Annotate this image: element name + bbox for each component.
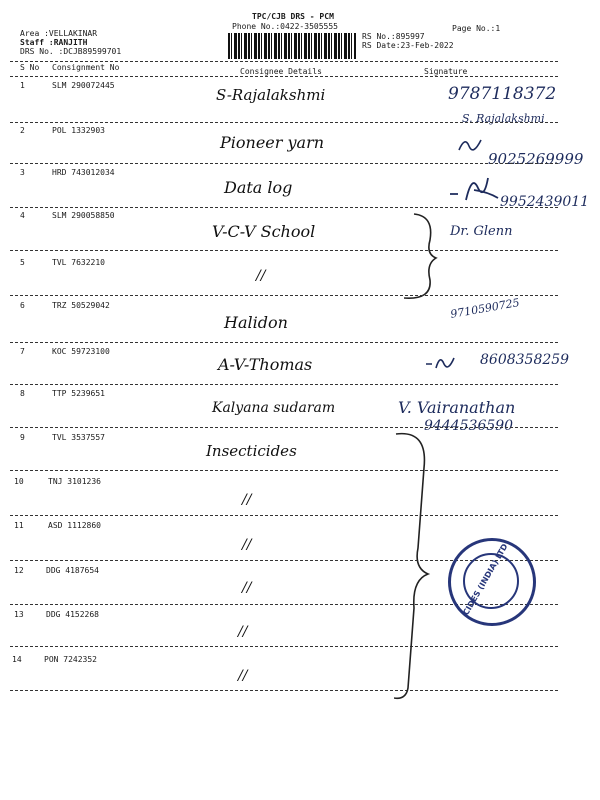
row-10-consignee: // <box>242 492 252 508</box>
rows-4-5-bracket <box>404 210 444 306</box>
row-4-sno: 4 <box>20 211 25 220</box>
barcode <box>228 33 356 59</box>
row-2-consignee: Pioneer yarn <box>220 133 325 152</box>
row-6-consignment: TRZ 50529042 <box>52 301 110 310</box>
row-3-sno: 3 <box>20 168 25 177</box>
row-2-signature-scribble <box>455 134 485 156</box>
row-divider <box>10 470 558 471</box>
drs-number: DRS No. :DCJB89599701 <box>20 47 122 56</box>
row-11-consignment: ASD 1112860 <box>48 521 101 530</box>
row-3-signature-phone: 9952439011 <box>500 194 590 210</box>
page-number: Page No.:1 <box>452 24 501 33</box>
row-6-signature-phone: 9710590725 <box>449 296 521 321</box>
rs-date: RS Date:23-Feb-2022 <box>362 41 454 50</box>
row-divider <box>10 690 558 691</box>
row-4-consignee: V-C-V School <box>212 222 316 241</box>
row-8-signature-phone: 9444536590 <box>424 418 514 434</box>
phone-number: Phone No.:0422-3505555 <box>232 22 338 31</box>
row-1-signature-name: S. Rajalakshmi <box>462 112 545 125</box>
row-4-signature-name: Dr. Glenn <box>450 224 513 239</box>
company-stamp <box>448 538 536 626</box>
row-7-sno: 7 <box>20 347 25 356</box>
row-9-sno: 9 <box>20 433 25 442</box>
row-divider <box>10 646 558 647</box>
document-title: TPC/CJB DRS - PCM <box>252 12 334 21</box>
row-13-sno: 13 <box>14 610 24 619</box>
row-14-consignee: // <box>238 668 248 684</box>
row-14-sno: 14 <box>12 655 22 664</box>
row-divider <box>10 515 558 516</box>
row-12-consignee: // <box>242 580 252 596</box>
row-11-consignee: // <box>242 537 252 553</box>
column-divider <box>10 76 558 77</box>
area-label: Area :VELLAKINAR <box>20 29 98 38</box>
row-3-signature-scribble <box>448 170 500 210</box>
row-13-consignment: DDG 4152268 <box>46 610 99 619</box>
row-6-consignee: Halidon <box>224 313 288 332</box>
row-10-consignment: TNJ 3101236 <box>48 477 101 486</box>
row-1-sno: 1 <box>20 81 25 90</box>
row-2-sno: 2 <box>20 126 25 135</box>
row-7-signature-phone: 8608358259 <box>480 352 570 368</box>
row-13-consignee: // <box>238 624 248 640</box>
staff-label: Staff :RANJITH <box>20 38 88 47</box>
row-8-sno: 8 <box>20 389 25 398</box>
row-1-signature-phone: 9787118372 <box>448 84 557 104</box>
row-7-consignee: A-V-Thomas <box>218 355 313 374</box>
row-7-signature-scribble <box>424 352 460 374</box>
row-7-consignment: KOC 59723100 <box>52 347 110 356</box>
row-12-consignment: DDG 4187654 <box>46 566 99 575</box>
column-header-signature: Signature <box>424 67 468 76</box>
row-divider <box>10 122 558 123</box>
row-5-consignment: TVL 7632210 <box>52 258 105 267</box>
row-12-sno: 12 <box>14 566 24 575</box>
row-divider <box>10 295 558 296</box>
row-6-sno: 6 <box>20 301 25 310</box>
row-8-signature-name: V. Vairanathan <box>398 398 516 417</box>
row-3-consignment: HRD 743012034 <box>52 168 115 177</box>
row-divider <box>10 342 558 343</box>
stamp-text: CIDES (INDIA) LTD <box>461 542 510 617</box>
row-5-sno: 5 <box>20 258 25 267</box>
row-9-consignment: TVL 3537557 <box>52 433 105 442</box>
column-header-consignee: Consignee Details <box>240 67 322 76</box>
row-divider <box>10 207 558 208</box>
row-1-consignment: SLM 290072445 <box>52 81 115 90</box>
row-4-consignment: SLM 290058850 <box>52 211 115 220</box>
row-2-signature-phone: 9025269999 <box>488 150 584 168</box>
row-divider <box>10 163 558 164</box>
row-3-consignee: Data log <box>224 178 293 197</box>
column-header-sno: S No <box>20 63 40 72</box>
row-9-consignee: Insecticides <box>206 442 297 460</box>
row-10-sno: 10 <box>14 477 24 486</box>
row-2-consignment: POL 1332903 <box>52 126 105 135</box>
row-8-consignee: Kalyana sudaram <box>212 400 336 416</box>
rs-number: RS No.:895997 <box>362 32 425 41</box>
row-1-consignee: S-Rajalakshmi <box>216 86 326 104</box>
row-divider <box>10 427 558 428</box>
row-divider <box>10 384 558 385</box>
header-divider <box>10 61 558 62</box>
column-header-consignment: Consignment No <box>52 63 120 72</box>
row-11-sno: 11 <box>14 521 24 530</box>
row-divider <box>10 250 558 251</box>
row-5-consignee: // <box>256 268 266 284</box>
row-8-consignment: TTP 5239651 <box>52 389 105 398</box>
row-14-consignment: PON 7242352 <box>44 655 97 664</box>
rows-9-14-bracket <box>394 428 434 704</box>
